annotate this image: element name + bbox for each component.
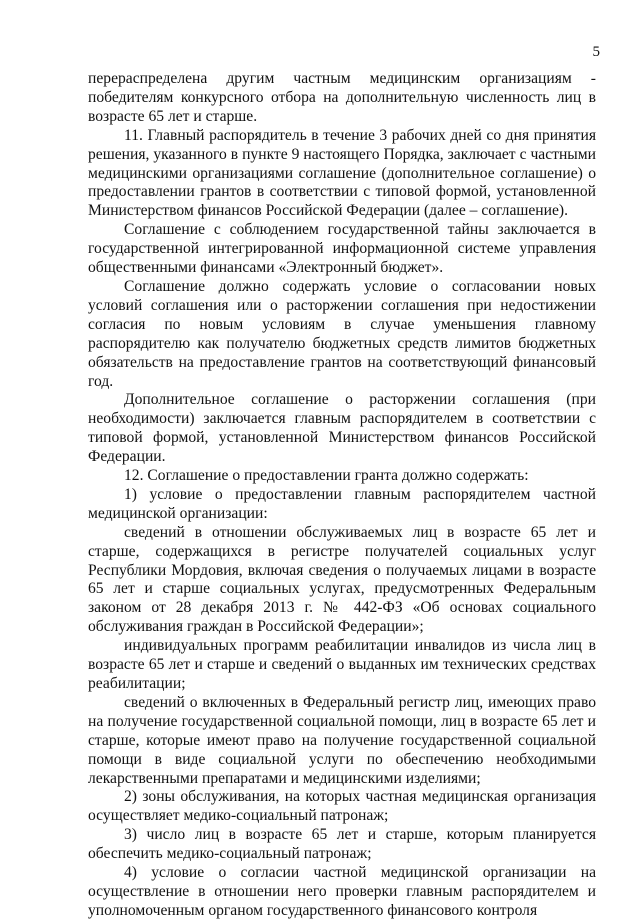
list-subitem-federal-register: сведений о включенных в Федеральный регистр лиц, имеющих право на получение государственной социальной помощи, лиц в возрасте 65 лет и старше, которые имеют право на получение государственной социальной помощи в виде социальной услуги по обеспечению необходимыми лекарственными препаратами и медицинскими изделиями; (88, 693, 596, 787)
paragraph-new-conditions: Соглашение должно содержать условие о согласовании новых условий соглашения или о расторжении соглашения при недостижении согласия по новым условиям в случае уменьшения главному распорядителю как получателю бюджетных средств лимитов бюджетных обязательств на предоставление грантов на соответствующий финансовый год. (88, 277, 596, 390)
paragraph-termination: Дополнительное соглашение о расторжении соглашения (при необходимости) заключается главным распорядителем в соответствии с типовой формой, установленной Министерством финансов Российской Федерации. (88, 391, 596, 466)
list-item-2: 2) зоны обслуживания, на которых частная медицинская организация осуществляет медико-социальный патронаж; (88, 788, 596, 825)
paragraph-clause-11: 11. Главный распорядитель в течение 3 рабочих дней со дня принятия решения, указанного в пункте 9 настоящего Порядка, заключает с частными медицинскими организациями соглашение (дополнительное соглашение) о предоставлении грантов в соответствии с типовой формой, установленной Министерством финансов Российской Федерации (далее – соглашение). (88, 126, 596, 220)
list-item-3: 3) число лиц в возрасте 65 лет и старше, которым планируется обеспечить медико-социальный патронаж; (88, 826, 596, 863)
list-item-4: 4) условие о согласии частной медицинской организации на осуществление в отношении него проверки главным распорядителем и уполномоченным органом государственного финансового контроля (88, 864, 596, 919)
paragraph-clause-12: 12. Соглашение о предоставлении гранта должно содержать: (124, 467, 529, 485)
list-subitem-registry: сведений в отношении обслуживаемых лиц в возрасте 65 лет и старше, содержащихся в регистре получателей социальных услуг Республики Мордовия, включая сведения о получаемых лицами в возрасте 65 лет и старше социальных услугах, предусмотренных Федеральным законом от 28 декабря 2013 г. № 442-ФЗ «Об основах социального обслуживания граждан в Российской Федерации»; (88, 523, 596, 636)
paragraph-continuation: перераспределена другим частным медицинским организациям - победителям конкурсного отбора на дополнительную численность лиц в возрасте 65 лет и старше. (88, 70, 596, 125)
list-item-1: 1) условие о предоставлении главным распорядителем частной медицинской организации: (88, 485, 596, 522)
document-body (88, 70, 596, 921)
paragraph-state-secret: Соглашение с соблюдением государственной тайны заключается в государственной интегрированной информационной системе управления общественными финансами «Электронный бюджет». (88, 221, 596, 277)
page-number: 5 (592, 44, 600, 60)
list-subitem-rehabilitation: индивидуальных программ реабилитации инвалидов из числа лиц в возрасте 65 лет и старше и сведений о выданных им технических средствах реабилитации; (88, 637, 596, 692)
